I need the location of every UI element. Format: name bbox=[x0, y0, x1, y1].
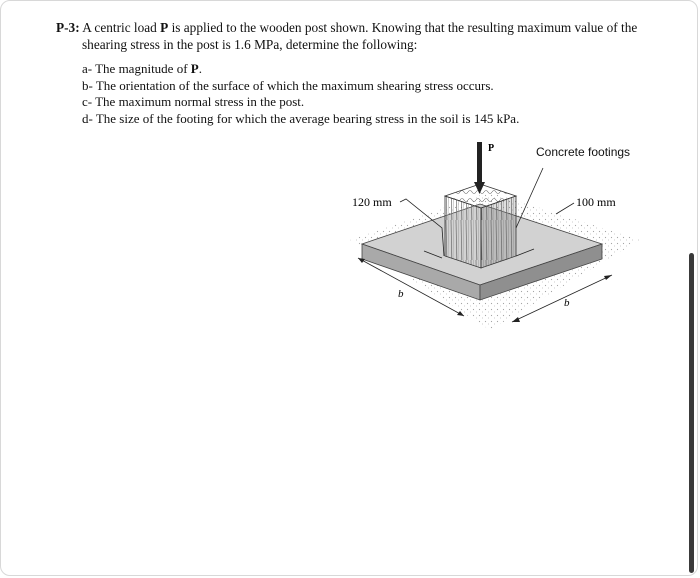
footing-diagram bbox=[340, 140, 640, 340]
post-width-label: 120 mm bbox=[352, 195, 392, 209]
intro-text-b: is applied to the wooden post shown. Knowing that the resulting maximum value of the bbox=[168, 20, 638, 35]
load-arrow bbox=[477, 142, 482, 184]
question-a: a- The magnitude of P. bbox=[82, 61, 202, 76]
question-d: d- The size of the footing for which the average bearing stress in the soil is 145 kPa. bbox=[82, 110, 520, 126]
b-label-right: b bbox=[564, 297, 570, 309]
load-label: P bbox=[488, 143, 495, 154]
intro-text-a: A centric load bbox=[79, 20, 161, 35]
post-footing-figure bbox=[340, 140, 640, 340]
question-c: c- The maximum normal stress in the post. bbox=[82, 94, 305, 109]
question-b: b- The orientation of the surface of which the maximum shearing stress occurs. bbox=[82, 77, 494, 93]
post-face-left bbox=[445, 196, 481, 268]
problem-intro-line-2: shearing stress in the post is 1.6 MPa, determine the following: bbox=[82, 37, 418, 52]
problem-intro-line-1 bbox=[56, 19, 656, 36]
load-symbol: P bbox=[160, 20, 169, 35]
problem-statement bbox=[56, 19, 656, 127]
footing-thickness-label: 100 mm bbox=[576, 195, 616, 209]
vertical-scrollbar[interactable] bbox=[689, 253, 694, 573]
problem-id: P-3: bbox=[56, 20, 80, 35]
question-list bbox=[56, 61, 656, 127]
concrete-footings-label: Concrete footings bbox=[536, 145, 631, 159]
b-label-left: b bbox=[398, 288, 404, 300]
